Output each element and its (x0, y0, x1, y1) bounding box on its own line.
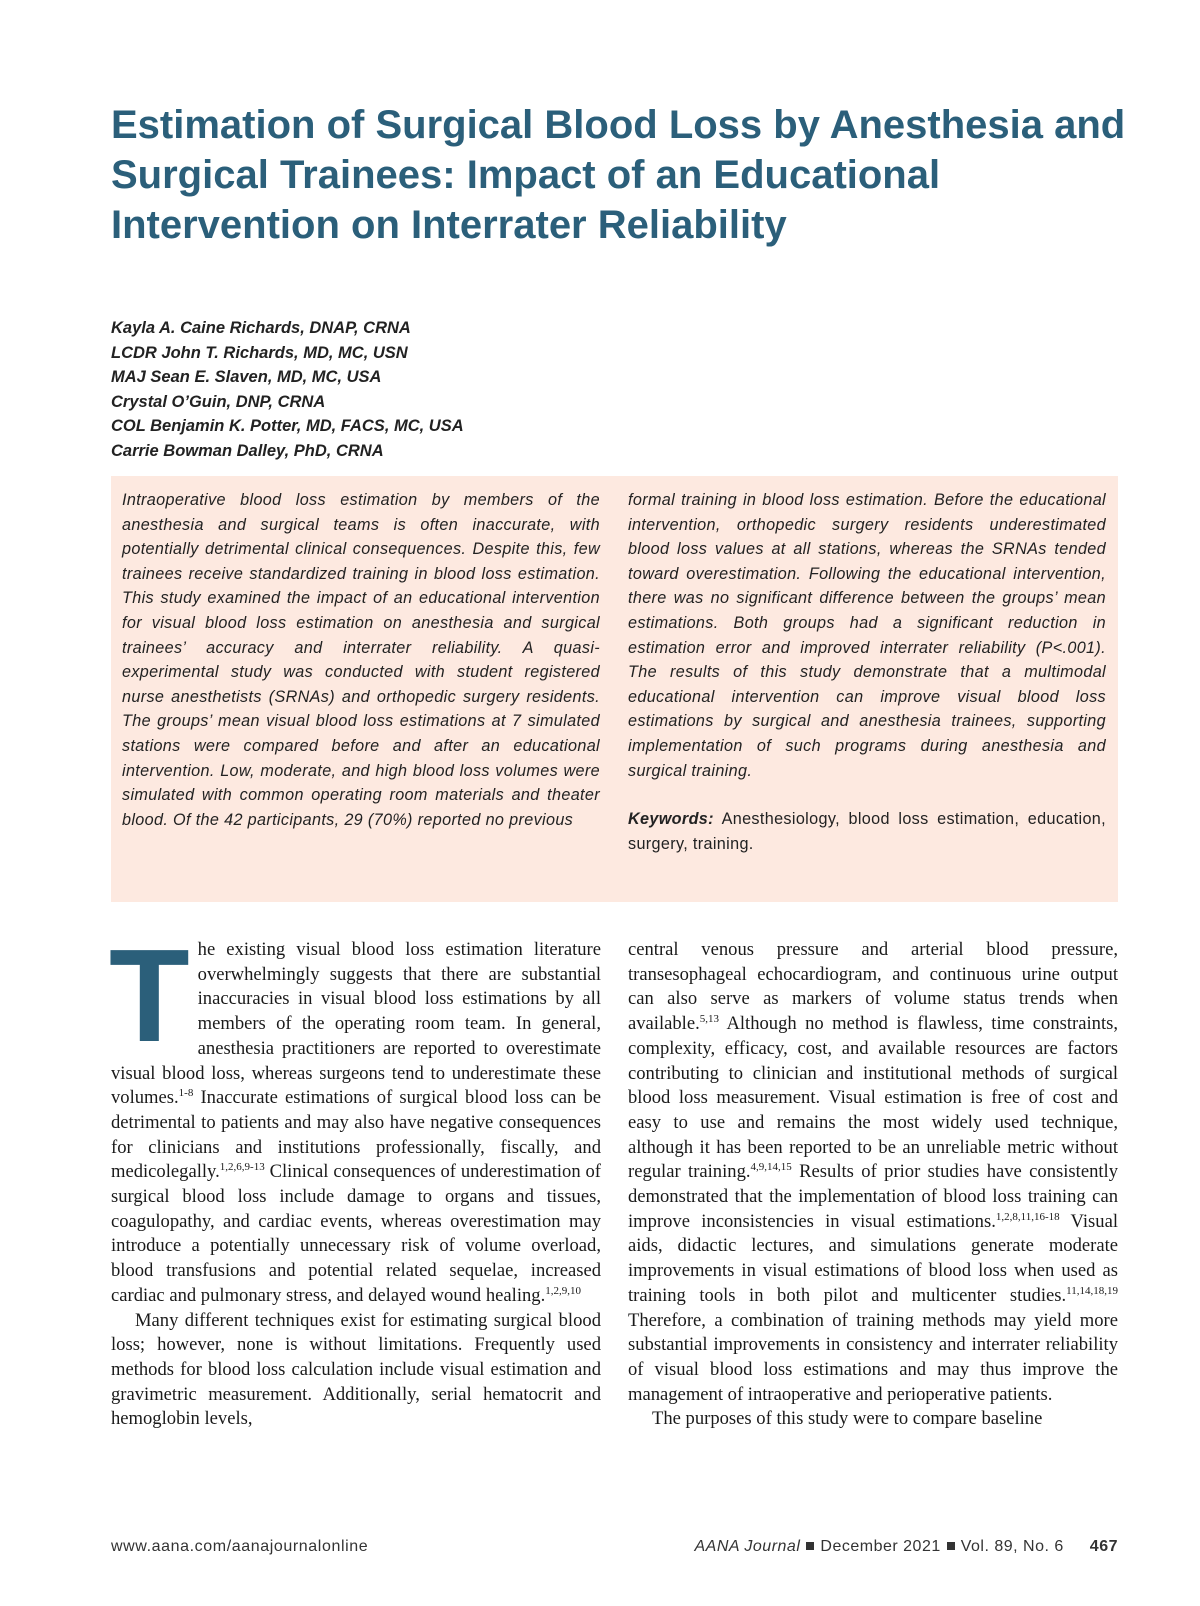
journal-info (694, 1538, 1118, 1556)
body-paragraph (109, 922, 601, 1309)
body-text: Therefore, a combination of training methods may yield more substantial improvements in consistency and interrater reliability of visual blood loss estimations and may thus improve the management of intraoperative and perioperative patients. (628, 1309, 1118, 1405)
body-text: Visual aids, didactic lectures, and simulations generate moderate improvements in visual estimations of blood loss when used as training tools in both pilot and multicenter studies. (628, 1210, 1118, 1306)
citation: 1,2,8,11,16-18 (995, 1210, 1060, 1223)
keywords-label: Keywords: (628, 810, 714, 829)
author: COL Benjamin K. Potter, MD, FACS, MC, USA (111, 417, 464, 436)
square-bullet-icon (947, 1542, 955, 1550)
author: LCDR John T. Richards, MD, MC, USN (111, 343, 408, 362)
volume-issue: Vol. 89, No. 6 (960, 1538, 1064, 1555)
author: Carrie Bowman Dalley, PhD, CRNA (111, 441, 384, 460)
journal-name: AANA Journal (694, 1538, 801, 1555)
square-bullet-icon (806, 1542, 814, 1550)
citation: 1,2,9,10 (545, 1284, 581, 1297)
body-text: Results of prior studies have consistently demonstrated that the implementation of blood loss training can improve inconsistencies in visual estimations. (628, 1161, 1119, 1232)
body-paragraph: The purposes of this study were to compare baseline (652, 1408, 1043, 1430)
citation: 4,9,14,15 (750, 1161, 792, 1174)
citation: 1-8 (178, 1087, 194, 1100)
author-list (111, 316, 811, 464)
body-text: Although no method is flawless, time constraints, complexity, efficacy, cost, and available resources are factors contributing to clinician and institutional methods of surgical blood loss measurement. Visual estimation is free of cost and easy to use and remains the most widely used technique, although it has been reported to be an unreliable metric without regular training. (628, 1013, 1118, 1183)
journal-url[interactable]: www.aana.com/aanajournalonline (111, 1538, 369, 1555)
body-left-column (109, 922, 601, 1432)
body-paragraph: Many different techniques exist for estimating surgical blood loss; however, none is without limitations. Frequently used methods for blood loss calculation include visual estimation and gravimetric measurement. Additionally, serial hematocrit and hemoglobin levels, (111, 1309, 601, 1430)
citation: 11,14,18,19 (1066, 1284, 1118, 1297)
page-footer (111, 1538, 1118, 1562)
drop-cap: T (109, 922, 190, 1069)
author: Crystal O’Guin, DNP, CRNA (111, 392, 326, 411)
citation: 1,2,6,9-13 (219, 1161, 265, 1174)
body-right-column (628, 938, 1118, 1432)
keywords (628, 807, 1106, 856)
body-text: Inaccurate estimations of surgical blood loss can be detrimental to patients and may also have negative consequences for clinicians and institutions professionally, fiscally, and medicolegally. (111, 1087, 601, 1183)
abstract-right-text: formal training in blood loss estimation. Before the educational intervention, orthopedic surgery residents underestimated blood loss values at all stations, whereas the SRNAs tended toward overestimation. Following the educational intervention, there was no significant difference between the groups’ mean estimations. Both groups had a significant reduction in estimation error and improved interrater reliability (P<.001). The results of this study demonstrate that a multimodal educational intervention can improve visual blood loss estimations by surgical and anesthesia trainees, supporting implementation of such programs during anesthesia and surgical training. (628, 491, 1106, 780)
body-text: central venous pressure and arterial blood pressure, transesophageal echocardiogram, and continuous urine output can also serve as markers of volume status trends when available. (628, 939, 1118, 1035)
citation: 5,13 (699, 1013, 720, 1026)
keywords-text: Anesthesiology, blood loss estimation, education, surgery, training. (628, 810, 1106, 853)
issue-date: December 2021 (820, 1538, 941, 1555)
page-number: 467 (1089, 1538, 1118, 1555)
article-title: Estimation of Surgical Blood Loss by Anesthesia and Surgical Trainees: Impact of an Educational Intervention on Interrater Reliability (111, 103, 1126, 247)
body-text: Clinical consequences of underestimation of surgical blood loss include damage to organs and tissues, coagulopathy, and cardiac events, whereas overestimation may introduce a potentially unnecessary risk of volume overload, blood transfusions and potential related sequelae, increased cardiac and pulmonary stress, and delayed wound healing. (111, 1161, 601, 1306)
author: MAJ Sean E. Slaven, MD, MC, USA (111, 368, 382, 387)
body-text: he existing visual blood loss estimation literature overwhelmingly suggests that there are substantial inaccuracies in visual blood loss estimations by all members of the operating room team. In general, anesthesia practitioners are reported to overestimate visual blood loss, whereas surgeons tend to underestimate these volumes. (111, 939, 601, 1109)
abstract-right-column (628, 488, 1106, 856)
author: Kayla A. Caine Richards, DNAP, CRNA (111, 319, 411, 337)
abstract-left-column: Intraoperative blood loss estimation by members of the anesthesia and surgical teams is often inaccurate, with potentially detrimental clinical consequences. Despite this, few trainees receive standardized training in blood loss estimation. This study examined the impact of an educational intervention for visual blood loss estimation on anesthesia and surgical trainees’ accuracy and interrater reliability. A quasi-experimental study was conducted with student registered nurse anesthetists (SRNAs) and orthopedic surgery residents. The groups’ mean visual blood loss estimations at 7 simulated stations were compared before and after an educational intervention. Low, moderate, and high blood loss volumes were simulated with common operating room materials and theater blood. Of the 42 participants, 29 (70%) reported no previous (122, 491, 600, 829)
body-paragraph (628, 938, 1118, 1407)
